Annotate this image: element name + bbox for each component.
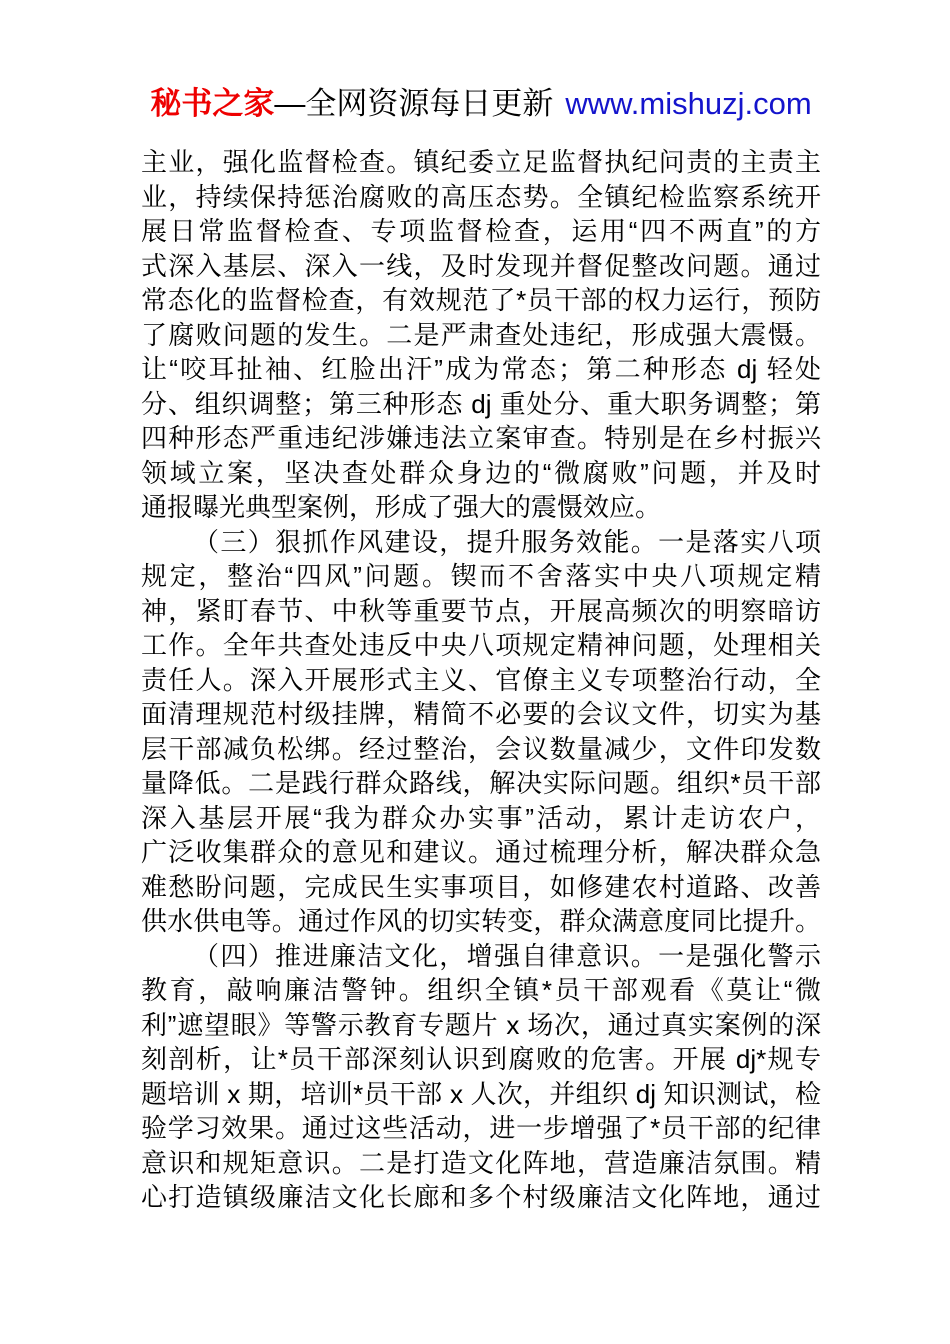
text-line: 神，紧盯春节、中秋等重要节点，开展高频次的明察暗访 [141,595,821,626]
text-line: （三）狠抓作风建设，提升服务效能。一是落实八项 [193,526,821,557]
text-line: 量降低。二是践行群众路线，解决实际问题。组织*员干部 [141,768,821,798]
text-line: 四种形态严重违纪涉嫌违法立案审查。特别是在乡村振兴 [141,423,821,453]
text-line: 难愁盼问题，完成民生实事项目，如修建农村道路、改善 [141,871,821,902]
text-line: 教育，敲响廉洁警钟。组织全镇*员干部观看《莫让“微 [141,975,821,1005]
site-tagline: —全网资源每日更新 [274,86,554,121]
text-line: 题培训 x 期，培训*员干部 x 人次，并组织 dj 知识测试，检 [141,1078,821,1109]
site-name: 秘书之家 [150,86,275,121]
text-line: 利”遮望眼》等警示教育专题片 x 场次，通过真实案例的深 [141,1009,821,1040]
text-line: 领域立案，坚决查处群众身边的“微腐败”问题，并及时 [141,457,821,488]
text-line: 展日常监督检查、专项监督检查，运用“四不两直”的方 [141,216,821,246]
text-line: 主业，强化监督检查。镇纪委立足监督执纪问责的主责主 [141,147,821,177]
text-line: 深入基层开展“我为群众办实事”活动，累计走访农户， [141,802,821,833]
text-line: 让“咬耳扯袖、红脸出汗”成为常态；第二种形态 dj 轻处 [141,354,821,384]
paragraph-continuation [141,145,821,525]
text-line: 分、组织调整；第三种形态 dj 重处分、重大职务调整；第 [141,388,821,419]
text-line: 了腐败问题的发生。二是严肃查处违纪，形成强大震慑。 [141,319,821,350]
text-line: 责任人。深入开展形式主义、官僚主义专项整治行动，全 [141,664,821,695]
text-line: 层干部减负松绑。经过整治，会议数量减少，文件印发数 [141,733,821,764]
paragraph-section-3 [141,525,821,939]
site-header [141,84,821,124]
text-line: 刻剖析，让*员干部深刻认识到腐败的危害。开展 dj*规专 [141,1044,821,1074]
site-url-link[interactable]: www.mishuzj.com [565,86,812,121]
text-line: 意识和规矩意识。二是打造文化阵地，营造廉洁氛围。精 [141,1147,821,1178]
text-line: 验学习效果。通过这些活动，进一步增强了*员干部的纪律 [141,1113,821,1143]
text-line: 心打造镇级廉洁文化长廊和多个村级廉洁文化阵地，通过 [141,1182,821,1212]
text-line: 业，持续保持惩治腐败的高压态势。全镇纪检监察系统开 [141,181,821,212]
text-line: 常态化的监督检查，有效规范了*员干部的权力运行，预防 [141,285,821,315]
text-line: 广泛收集群众的意见和建议。通过梳理分析，解决群众急 [141,837,821,867]
text-line: 规定，整治“四风”问题。锲而不舍落实中央八项规定精 [141,561,821,591]
text-line: 供水供电等。通过作风的切实转变，群众满意度同比提升。 [141,906,821,936]
text-line: 通报曝光典型案例，形成了强大的震慑效应。 [141,492,662,522]
text-line: 工作。全年共查处违反中央八项规定精神问题，处理相关 [141,630,821,660]
text-line: 面清理规范村级挂牌，精简不必要的会议文件，切实为基 [141,699,821,729]
paragraph-section-4 [141,939,821,1215]
document-body [141,145,821,1215]
text-line: （四）推进廉洁文化，增强自律意识。一是强化警示 [193,940,821,971]
text-line: 式深入基层、深入一线，及时发现并督促整改问题。通过 [141,250,821,281]
